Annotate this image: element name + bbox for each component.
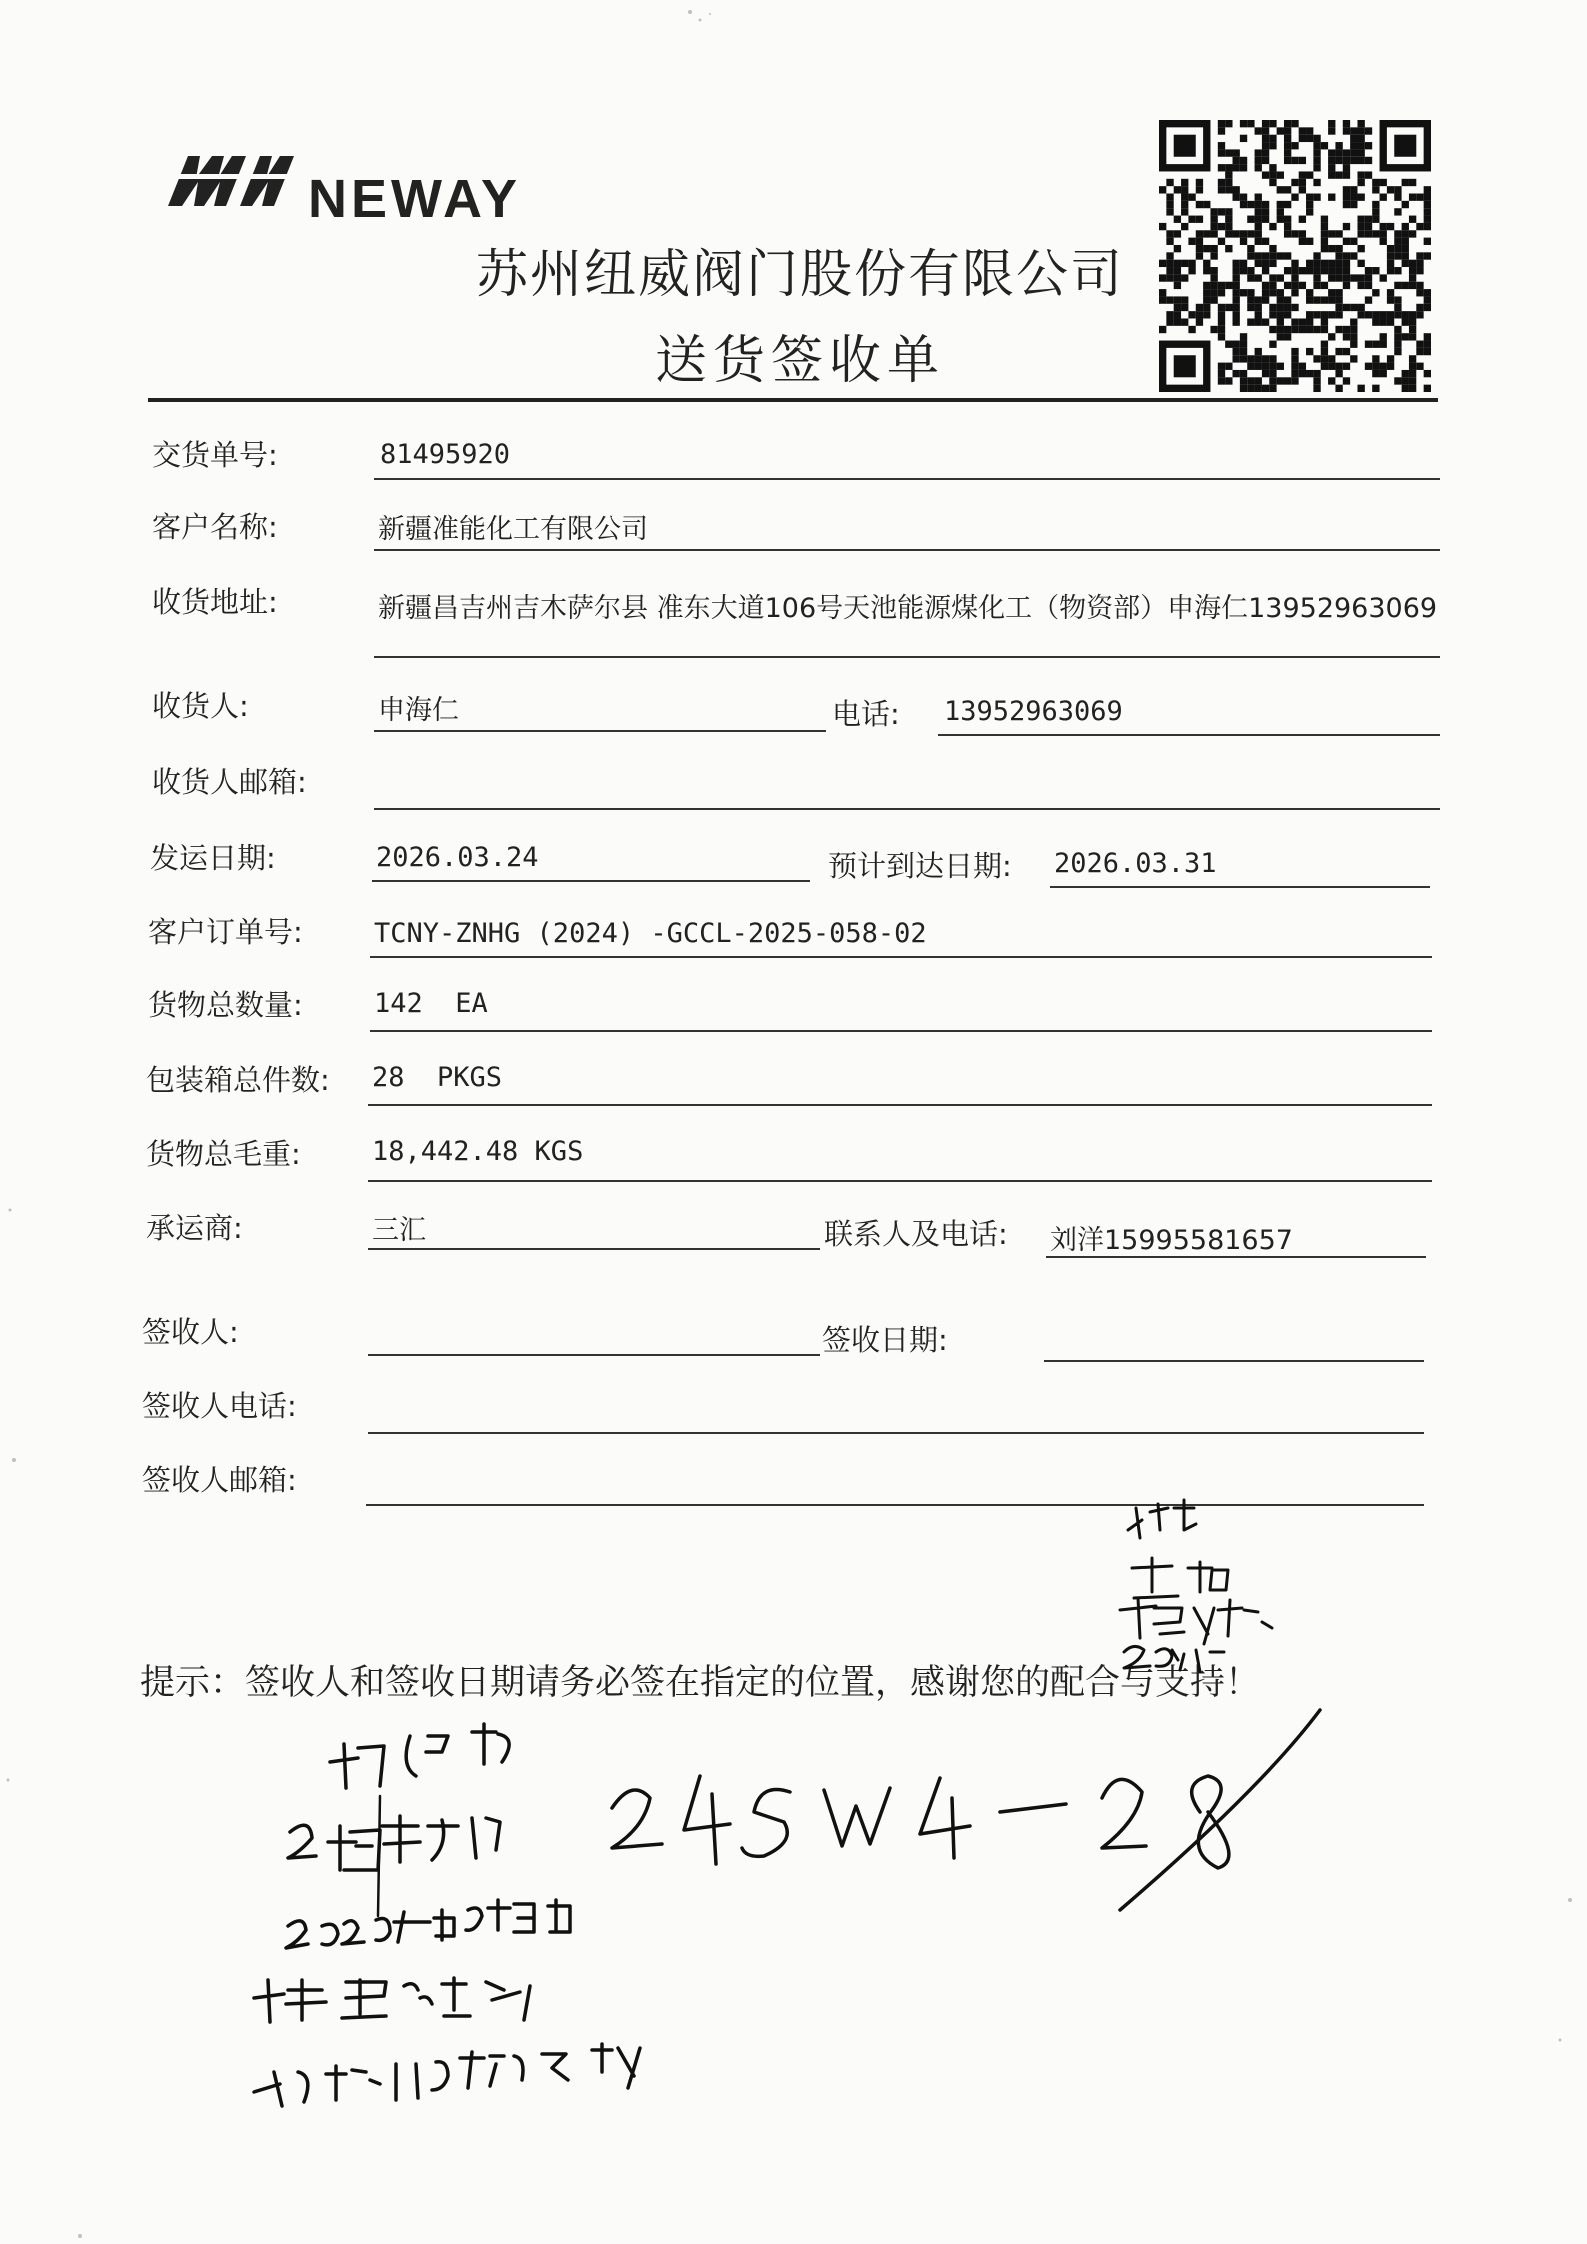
- notice-text: 提示：签收人和签收日期请务必签在指定的位置，感谢您的配合与支持！: [140, 1663, 1261, 1703]
- consignee-value: 申海仁: [378, 695, 459, 726]
- gross-weight-label: 货物总毛重:: [146, 1137, 301, 1171]
- po-no-label: 客户订单号:: [148, 915, 303, 949]
- packages-label: 包装箱总件数:: [146, 1063, 330, 1097]
- delivery-no-value: 81495920: [380, 439, 511, 470]
- document-title: 送货签收单: [654, 331, 945, 391]
- gross-weight-value: 18,442.48 KGS: [372, 1136, 584, 1167]
- phone-value: 13952963069: [944, 696, 1123, 727]
- eta-value: 2026.03.31: [1054, 848, 1217, 879]
- delivery-no-label: 交货单号:: [152, 438, 278, 472]
- phone-label: 电话:: [832, 697, 900, 731]
- packages-value: 28 PKGS: [372, 1062, 503, 1093]
- total-qty-label: 货物总数量:: [148, 988, 303, 1022]
- consignee-label: 收货人:: [152, 689, 249, 723]
- address-value: 新疆昌吉州吉木萨尔县 准东大道106号天池能源煤化工（物资部）申海仁13952963069: [378, 593, 1438, 624]
- total-qty-value: 142 EA: [374, 988, 488, 1019]
- carrier-contact-value: 刘洋15995581657: [1050, 1225, 1293, 1256]
- carrier-label: 承运商:: [146, 1211, 243, 1245]
- carrier-value: 三汇: [372, 1215, 426, 1246]
- customer-value: 新疆准能化工有限公司: [378, 514, 648, 545]
- brand-name: NEWAY: [308, 169, 522, 229]
- signer-label: 签收人:: [142, 1315, 239, 1349]
- carrier-contact-label: 联系人及电话:: [824, 1217, 1008, 1251]
- sign-date-label: 签收日期:: [822, 1323, 948, 1357]
- customer-label: 客户名称:: [152, 510, 278, 544]
- address-label: 收货地址:: [152, 585, 278, 619]
- consignee-email-label: 收货人邮箱:: [152, 765, 307, 799]
- eta-label: 预计到达日期:: [828, 849, 1012, 883]
- signer-phone-label: 签收人电话:: [142, 1389, 297, 1423]
- signer-email-label: 签收人邮箱:: [142, 1463, 297, 1497]
- ship-date-label: 发运日期:: [150, 841, 276, 875]
- po-no-value: TCNY-ZNHG (2024) -GCCL-2025-058-02: [374, 918, 927, 949]
- company-name: 苏州纽威阀门股份有限公司: [475, 245, 1124, 305]
- ship-date-value: 2026.03.24: [376, 842, 539, 873]
